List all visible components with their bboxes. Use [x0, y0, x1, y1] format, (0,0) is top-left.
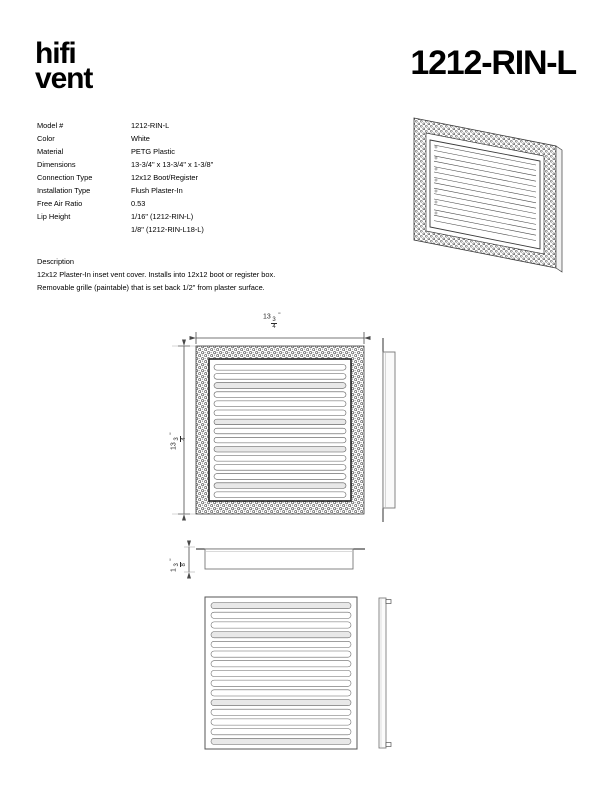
spec-row — [37, 145, 213, 158]
spec-row — [37, 158, 213, 171]
isometric-vent-view — [414, 118, 562, 272]
spec-row — [37, 184, 213, 197]
grille-tab-bottom — [386, 743, 391, 747]
spec-value: 13-3/4" x 13-3/4" x 1-3/8" — [131, 160, 214, 170]
spec-value: 12x12 Boot/Register — [131, 173, 198, 183]
width-dim-fraction: $\frac{3}{4}$ — [272, 317, 276, 331]
thickness-dim-fraction: 3 8 — [174, 563, 188, 567]
width-dim-unit: " — [278, 313, 281, 319]
isometric-louver-ends — [435, 146, 437, 214]
height-dimension-line — [172, 346, 196, 514]
right-profile-body — [383, 352, 395, 508]
thickness-dim-unit: " — [170, 558, 176, 561]
grille-tab-top — [386, 600, 391, 604]
isometric-depth-edge — [556, 146, 562, 272]
spec-row — [37, 119, 213, 132]
spec-label: Model # — [37, 121, 64, 130]
grille-louvers — [211, 603, 351, 745]
removable-grille-view — [205, 597, 357, 749]
width-dimension-line — [196, 332, 364, 344]
height-dim-fraction: 3 4 — [174, 437, 188, 441]
spec-label: Installation Type — [37, 186, 91, 196]
width-dim-whole: 13 — [263, 313, 271, 321]
brand-logo — [35, 37, 93, 96]
front-plaster-flange — [196, 346, 364, 514]
spec-row — [37, 171, 213, 184]
specification-table — [37, 119, 213, 236]
spec-value: 0.53 — [131, 199, 146, 209]
thickness-dim-whole: 1 — [170, 568, 178, 572]
spec-value: PETG Plastic — [131, 147, 175, 157]
spec-label: Color — [37, 134, 55, 144]
spec-row — [37, 210, 213, 223]
spec-value: 1212-RIN-L — [131, 121, 170, 130]
isometric-louvers — [434, 145, 536, 241]
page-title: 1212-RIN-L — [410, 44, 576, 82]
description-heading: Description — [37, 257, 74, 266]
brand-logo-line2: vent — [35, 62, 93, 96]
spec-label: Free Air Ratio — [37, 199, 83, 209]
height-dim-whole: 13 — [170, 442, 178, 450]
spec-value: 1/16" (1212-RIN-L) — [131, 212, 194, 222]
right-profile-view — [383, 338, 395, 522]
height-dim-unit: " — [170, 432, 176, 435]
spec-value: Flush Plaster-In — [131, 186, 183, 196]
brand-logo-line1: hifi — [35, 37, 76, 70]
edge-section-view — [184, 547, 365, 572]
spec-label: Material — [37, 147, 64, 157]
front-louvers — [214, 365, 346, 498]
isometric-flange — [414, 118, 556, 268]
spec-label: Dimensions — [37, 160, 76, 170]
grille-right-profile-view — [379, 598, 391, 748]
grille-frame — [205, 597, 357, 749]
spec-label: Connection Type — [37, 173, 93, 183]
spec-row — [37, 132, 213, 145]
height-dimension-label — [170, 433, 187, 450]
width-dimension-label — [263, 313, 280, 330]
front-elevation-view — [196, 346, 364, 514]
spec-row — [37, 223, 213, 236]
isometric-grille-plate — [430, 140, 540, 249]
description-line-1: 12x12 Plaster-In inset vent cover. Installs into 12x12 boot or register box. — [37, 270, 276, 279]
spec-row — [37, 197, 213, 210]
spec-label: Lip Height — [37, 212, 71, 222]
description-line-2: Removable grille (paintable) that is set back 1/2" from plaster surface. — [37, 283, 265, 292]
front-grille-frame — [209, 359, 351, 501]
grille-profile-body — [379, 598, 386, 748]
thickness-dimension-label — [170, 558, 187, 572]
spec-value: White — [131, 134, 150, 144]
edge-body — [205, 549, 353, 569]
spec-value: 1/8" (1212-RIN-L18-L) — [131, 225, 204, 235]
description-block — [37, 255, 275, 294]
